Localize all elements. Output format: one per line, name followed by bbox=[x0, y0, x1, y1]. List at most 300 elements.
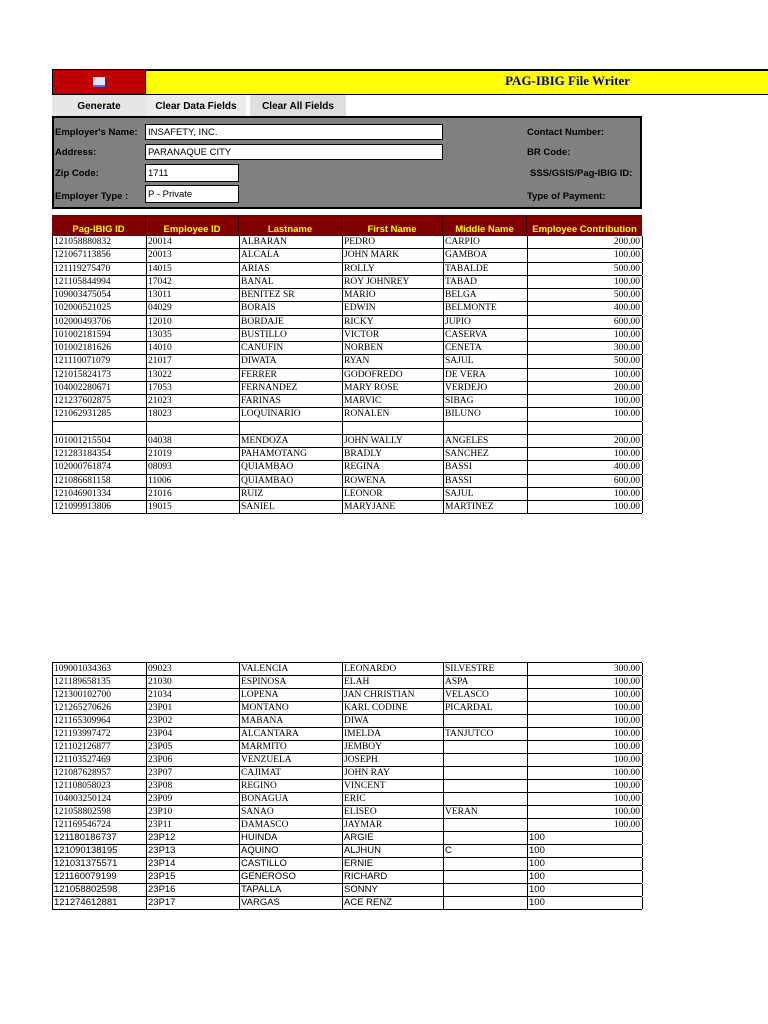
cell-first-name[interactable]: ALJHUN bbox=[343, 845, 444, 857]
cell-pagibig-id[interactable]: 121103527469 bbox=[53, 754, 147, 766]
cell-middle-name[interactable]: VERDEJO bbox=[444, 382, 528, 394]
cell-first-name[interactable]: ARGIE bbox=[343, 832, 444, 844]
cell-first-name[interactable]: MARVIC bbox=[343, 395, 444, 407]
cell-first-name[interactable]: REGINA bbox=[343, 461, 444, 473]
cell-pagibig-id[interactable]: 121160079199 bbox=[53, 871, 147, 883]
cell-pagibig-id[interactable]: 121090138195 bbox=[53, 845, 147, 857]
cell-middle-name[interactable]: VELASCO bbox=[444, 689, 528, 701]
table-row[interactable] bbox=[53, 845, 642, 858]
cell-contribution[interactable]: 200.00 bbox=[528, 435, 643, 447]
cell-contribution[interactable]: 100.00 bbox=[528, 249, 643, 261]
table-row[interactable] bbox=[53, 276, 642, 289]
cell-lastname[interactable]: LOQUINARIO bbox=[240, 408, 343, 420]
cell-contribution[interactable]: 100.00 bbox=[528, 767, 643, 779]
table-row[interactable] bbox=[53, 316, 642, 329]
table-row[interactable] bbox=[53, 422, 642, 435]
cell-lastname[interactable]: GENEROSO bbox=[240, 871, 343, 883]
cell-middle-name[interactable]: SANCHEZ bbox=[444, 448, 528, 460]
cell-middle-name[interactable]: JUPIO bbox=[444, 316, 528, 328]
cell-contribution[interactable]: 100.00 bbox=[528, 369, 643, 381]
cell-first-name[interactable]: ELISEO bbox=[343, 806, 444, 818]
cell-lastname[interactable]: MABANA bbox=[240, 715, 343, 727]
cell-lastname[interactable]: BUSTILLO bbox=[240, 329, 343, 341]
cell-middle-name[interactable]: SAJUL bbox=[444, 488, 528, 500]
cell-lastname[interactable]: ALCALA bbox=[240, 249, 343, 261]
table-row[interactable] bbox=[53, 263, 642, 276]
cell-pagibig-id[interactable]: 121058802598 bbox=[53, 884, 147, 896]
table-row[interactable] bbox=[53, 767, 642, 780]
cell-lastname[interactable]: BENITEZ SR bbox=[240, 289, 343, 301]
cell-employee-id[interactable]: 23P06 bbox=[147, 754, 240, 766]
cell-contribution[interactable]: 100.00 bbox=[528, 819, 643, 831]
cell-pagibig-id[interactable]: 102000493706 bbox=[53, 316, 147, 328]
table-row[interactable] bbox=[53, 435, 642, 448]
cell-pagibig-id[interactable]: 101001215504 bbox=[53, 435, 147, 447]
cell-contribution[interactable]: 100.00 bbox=[528, 793, 643, 805]
cell-lastname[interactable]: FERRER bbox=[240, 369, 343, 381]
cell-contribution[interactable]: 100.00 bbox=[528, 689, 643, 701]
cell-first-name[interactable]: PEDRO bbox=[343, 236, 444, 248]
cell-contribution[interactable] bbox=[528, 422, 643, 434]
cell-lastname[interactable]: ALCANTARA bbox=[240, 728, 343, 740]
cell-middle-name[interactable] bbox=[444, 858, 528, 870]
cell-employee-id[interactable]: 17042 bbox=[147, 276, 240, 288]
cell-employee-id[interactable]: 23P05 bbox=[147, 741, 240, 753]
cell-lastname[interactable]: ALBARAN bbox=[240, 236, 343, 248]
cell-middle-name[interactable]: BASSI bbox=[444, 475, 528, 487]
cell-middle-name[interactable] bbox=[444, 741, 528, 753]
cell-middle-name[interactable]: CENETA bbox=[444, 342, 528, 354]
table-row[interactable] bbox=[53, 369, 642, 382]
cell-middle-name[interactable] bbox=[444, 767, 528, 779]
cell-pagibig-id[interactable]: 101002181594 bbox=[53, 329, 147, 341]
table-row[interactable] bbox=[53, 793, 642, 806]
header-lastname: Lastname bbox=[239, 215, 342, 236]
type-of-payment-label: Type of Payment: bbox=[527, 191, 606, 202]
table-row[interactable] bbox=[53, 728, 642, 741]
cell-lastname[interactable]: BORAIS bbox=[240, 302, 343, 314]
cell-contribution[interactable]: 200.00 bbox=[528, 382, 643, 394]
cell-middle-name[interactable]: SIBAG bbox=[444, 395, 528, 407]
cell-employee-id[interactable] bbox=[147, 422, 240, 434]
cell-lastname[interactable]: MARMITO bbox=[240, 741, 343, 753]
cell-first-name[interactable]: VICTOR bbox=[343, 329, 444, 341]
table-row[interactable] bbox=[53, 715, 642, 728]
cell-employee-id[interactable]: 20014 bbox=[147, 236, 240, 248]
header-employee-id: Employee ID bbox=[146, 215, 239, 236]
cell-first-name[interactable]: ROWENA bbox=[343, 475, 444, 487]
cell-middle-name[interactable]: BILUNO bbox=[444, 408, 528, 420]
cell-lastname[interactable]: HUINDA bbox=[240, 832, 343, 844]
cell-contribution[interactable]: 100 bbox=[528, 871, 643, 883]
cell-employee-id[interactable]: 09023 bbox=[147, 663, 240, 675]
table-row[interactable] bbox=[53, 897, 642, 910]
address-label: Address: bbox=[55, 147, 97, 158]
cell-contribution[interactable]: 100.00 bbox=[528, 395, 643, 407]
cell-employee-id[interactable]: 23P02 bbox=[147, 715, 240, 727]
cell-first-name[interactable]: MARYJANE bbox=[343, 501, 444, 513]
cell-employee-id[interactable]: 23P13 bbox=[147, 845, 240, 857]
cell-lastname[interactable]: VARGAS bbox=[240, 897, 343, 909]
cell-employee-id[interactable]: 23P16 bbox=[147, 884, 240, 896]
cell-lastname[interactable]: CANUFIN bbox=[240, 342, 343, 354]
table-row[interactable] bbox=[53, 448, 642, 461]
cell-pagibig-id[interactable]: 121237602875 bbox=[53, 395, 147, 407]
cell-contribution[interactable]: 400.00 bbox=[528, 461, 643, 473]
cell-contribution[interactable]: 200.00 bbox=[528, 236, 643, 248]
header-middle-name: Middle Name bbox=[443, 215, 527, 236]
cell-contribution[interactable]: 300.00 bbox=[528, 342, 643, 354]
cell-contribution[interactable]: 400.00 bbox=[528, 302, 643, 314]
cell-first-name[interactable]: JAYMAR bbox=[343, 819, 444, 831]
cell-contribution[interactable]: 100.00 bbox=[528, 676, 643, 688]
cell-pagibig-id[interactable]: 109001034363 bbox=[53, 663, 147, 675]
cell-lastname[interactable]: SANIEL bbox=[240, 501, 343, 513]
cell-pagibig-id[interactable]: 121165309964 bbox=[53, 715, 147, 727]
cell-employee-id[interactable]: 13022 bbox=[147, 369, 240, 381]
cell-lastname[interactable]: BANAL bbox=[240, 276, 343, 288]
cell-middle-name[interactable]: TABALDE bbox=[444, 263, 528, 275]
cell-pagibig-id[interactable]: 121087628957 bbox=[53, 767, 147, 779]
cell-middle-name[interactable]: ASPA bbox=[444, 676, 528, 688]
cell-first-name[interactable]: JOHN MARK bbox=[343, 249, 444, 261]
cell-pagibig-id[interactable]: 121189658135 bbox=[53, 676, 147, 688]
header-first-name: First Name bbox=[342, 215, 443, 236]
table-row[interactable] bbox=[53, 302, 642, 315]
cell-employee-id[interactable]: 20013 bbox=[147, 249, 240, 261]
generate-button[interactable]: Generate bbox=[52, 95, 146, 117]
cell-pagibig-id[interactable]: 121062931285 bbox=[53, 408, 147, 420]
table-row[interactable] bbox=[53, 342, 642, 355]
cell-first-name[interactable] bbox=[343, 422, 444, 434]
address-field[interactable]: PARANAQUE CITY bbox=[145, 144, 443, 160]
table-body-bottom bbox=[52, 662, 642, 910]
cell-pagibig-id[interactable]: 121086681158 bbox=[53, 475, 147, 487]
table-row[interactable] bbox=[53, 289, 642, 302]
cell-middle-name[interactable] bbox=[444, 780, 528, 792]
cell-contribution[interactable]: 100.00 bbox=[528, 329, 643, 341]
table-row[interactable] bbox=[53, 689, 642, 702]
cell-employee-id[interactable]: 18023 bbox=[147, 408, 240, 420]
cell-employee-id[interactable]: 19015 bbox=[147, 501, 240, 513]
table-row[interactable] bbox=[53, 249, 642, 262]
cell-contribution[interactable]: 100 bbox=[528, 858, 643, 870]
table-body-top bbox=[52, 236, 642, 514]
table-row[interactable] bbox=[53, 832, 642, 845]
cell-middle-name[interactable]: SAJUL bbox=[444, 355, 528, 367]
table-row[interactable] bbox=[53, 236, 642, 249]
cell-first-name[interactable]: MARIO bbox=[343, 289, 444, 301]
cell-pagibig-id[interactable]: 121046901334 bbox=[53, 488, 147, 500]
logo-icon bbox=[93, 77, 105, 87]
cell-middle-name[interactable]: DE VERA bbox=[444, 369, 528, 381]
table-row[interactable] bbox=[53, 355, 642, 368]
cell-first-name[interactable]: ROLLY bbox=[343, 263, 444, 275]
cell-middle-name[interactable] bbox=[444, 715, 528, 727]
cell-contribution[interactable]: 100.00 bbox=[528, 728, 643, 740]
cell-contribution[interactable]: 100.00 bbox=[528, 754, 643, 766]
cell-pagibig-id[interactable]: 121102126877 bbox=[53, 741, 147, 753]
cell-contribution[interactable]: 100.00 bbox=[528, 715, 643, 727]
cell-lastname[interactable]: RUIZ bbox=[240, 488, 343, 500]
cell-middle-name[interactable]: C bbox=[444, 845, 528, 857]
cell-employee-id[interactable]: 11006 bbox=[147, 475, 240, 487]
cell-first-name[interactable]: NORBEN bbox=[343, 342, 444, 354]
table-row[interactable] bbox=[53, 702, 642, 715]
cell-lastname[interactable]: REGINO bbox=[240, 780, 343, 792]
cell-employee-id[interactable]: 21017 bbox=[147, 355, 240, 367]
br-code-label: BR Code: bbox=[527, 147, 571, 158]
cell-first-name[interactable]: JAN CHRISTIAN bbox=[343, 689, 444, 701]
clear-all-fields-button[interactable]: Clear All Fields bbox=[250, 95, 346, 117]
cell-contribution[interactable]: 100.00 bbox=[528, 448, 643, 460]
cell-first-name[interactable]: VINCENT bbox=[343, 780, 444, 792]
table-row[interactable] bbox=[53, 488, 642, 501]
cell-first-name[interactable]: MARY ROSE bbox=[343, 382, 444, 394]
cell-middle-name[interactable] bbox=[444, 897, 528, 909]
cell-middle-name[interactable] bbox=[444, 832, 528, 844]
cell-middle-name[interactable]: BELGA bbox=[444, 289, 528, 301]
cell-contribution[interactable]: 600.00 bbox=[528, 316, 643, 328]
employer-type-select[interactable]: P - Private bbox=[145, 185, 239, 203]
clear-data-fields-button[interactable]: Clear Data Fields bbox=[146, 95, 246, 117]
cell-employee-id[interactable]: 23P10 bbox=[147, 806, 240, 818]
cell-lastname[interactable]: ESPINOSA bbox=[240, 676, 343, 688]
cell-first-name[interactable]: GODOFREDO bbox=[343, 369, 444, 381]
cell-employee-id[interactable]: 23P15 bbox=[147, 871, 240, 883]
table-row[interactable] bbox=[53, 754, 642, 767]
cell-pagibig-id[interactable]: 121110071079 bbox=[53, 355, 147, 367]
cell-pagibig-id[interactable]: 121300102700 bbox=[53, 689, 147, 701]
cell-pagibig-id[interactable]: 121180186737 bbox=[53, 832, 147, 844]
cell-pagibig-id[interactable]: 121108058023 bbox=[53, 780, 147, 792]
table-row[interactable] bbox=[53, 676, 642, 689]
cell-pagibig-id[interactable]: 121169546724 bbox=[53, 819, 147, 831]
cell-employee-id[interactable]: 13035 bbox=[147, 329, 240, 341]
cell-lastname[interactable]: FARINAS bbox=[240, 395, 343, 407]
cell-employee-id[interactable]: 21019 bbox=[147, 448, 240, 460]
cell-employee-id[interactable]: 23P12 bbox=[147, 832, 240, 844]
cell-middle-name[interactable]: BELMONTE bbox=[444, 302, 528, 314]
table-row[interactable] bbox=[53, 501, 642, 514]
cell-first-name[interactable]: RICHARD bbox=[343, 871, 444, 883]
cell-contribution[interactable]: 100 bbox=[528, 897, 643, 909]
table-row[interactable] bbox=[53, 871, 642, 884]
cell-middle-name[interactable]: TABAD bbox=[444, 276, 528, 288]
cell-employee-id[interactable]: 23P08 bbox=[147, 780, 240, 792]
cell-pagibig-id[interactable]: 121193997472 bbox=[53, 728, 147, 740]
cell-first-name[interactable]: JOHN RAY bbox=[343, 767, 444, 779]
cell-pagibig-id[interactable]: 121031375571 bbox=[53, 858, 147, 870]
cell-first-name[interactable]: DIWA bbox=[343, 715, 444, 727]
cell-lastname[interactable]: VALENCIA bbox=[240, 663, 343, 675]
table-row[interactable] bbox=[53, 780, 642, 793]
cell-pagibig-id[interactable]: 121105844994 bbox=[53, 276, 147, 288]
logo-cell bbox=[52, 69, 146, 95]
cell-lastname[interactable]: DIWATA bbox=[240, 355, 343, 367]
cell-pagibig-id[interactable]: 121283184354 bbox=[53, 448, 147, 460]
cell-lastname[interactable]: CASTILLO bbox=[240, 858, 343, 870]
cell-contribution[interactable]: 100.00 bbox=[528, 488, 643, 500]
cell-employee-id[interactable]: 23P04 bbox=[147, 728, 240, 740]
cell-lastname[interactable]: DAMASCO bbox=[240, 819, 343, 831]
cell-middle-name[interactable]: SILVESTRE bbox=[444, 663, 528, 675]
employer-name-field[interactable]: INSAFETY, INC. bbox=[145, 124, 443, 140]
cell-lastname[interactable]: AQUINO bbox=[240, 845, 343, 857]
cell-lastname[interactable]: QUIAMBAO bbox=[240, 461, 343, 473]
cell-employee-id[interactable]: 14010 bbox=[147, 342, 240, 354]
cell-lastname[interactable]: SANAO bbox=[240, 806, 343, 818]
cell-lastname[interactable]: QUIAMBAO bbox=[240, 475, 343, 487]
cell-middle-name[interactable] bbox=[444, 884, 528, 896]
cell-first-name[interactable]: JOHN WALLY bbox=[343, 435, 444, 447]
table-row[interactable] bbox=[53, 395, 642, 408]
table-row[interactable] bbox=[53, 475, 642, 488]
sss-gsis-pagibig-id-label: SSS/GSIS/Pag-IBIG ID: bbox=[530, 168, 633, 179]
table-row[interactable] bbox=[53, 806, 642, 819]
cell-contribution[interactable]: 100 bbox=[528, 884, 643, 896]
cell-employee-id[interactable]: 23P09 bbox=[147, 793, 240, 805]
cell-lastname[interactable]: VENZUELA bbox=[240, 754, 343, 766]
cell-employee-id[interactable]: 23P11 bbox=[147, 819, 240, 831]
cell-middle-name[interactable]: VERAN bbox=[444, 806, 528, 818]
cell-pagibig-id[interactable]: 102000521025 bbox=[53, 302, 147, 314]
cell-first-name[interactable]: ACE RENZ bbox=[343, 897, 444, 909]
cell-employee-id[interactable]: 21030 bbox=[147, 676, 240, 688]
employer-type-label: Employer Type : bbox=[55, 191, 129, 202]
table-row[interactable] bbox=[53, 461, 642, 474]
cell-contribution[interactable]: 100.00 bbox=[528, 501, 643, 513]
cell-pagibig-id[interactable] bbox=[53, 422, 147, 434]
cell-first-name[interactable]: SONNY bbox=[343, 884, 444, 896]
table-row[interactable] bbox=[53, 382, 642, 395]
cell-first-name[interactable]: ERIC bbox=[343, 793, 444, 805]
cell-middle-name[interactable]: CARPIO bbox=[444, 236, 528, 248]
cell-pagibig-id[interactable]: 121274612881 bbox=[53, 897, 147, 909]
cell-employee-id[interactable]: 17053 bbox=[147, 382, 240, 394]
cell-middle-name[interactable] bbox=[444, 871, 528, 883]
cell-pagibig-id[interactable]: 121265270626 bbox=[53, 702, 147, 714]
cell-first-name[interactable]: KARL CODINE bbox=[343, 702, 444, 714]
cell-contribution[interactable]: 100 bbox=[528, 832, 643, 844]
cell-middle-name[interactable]: MARTINEZ bbox=[444, 501, 528, 513]
cell-first-name[interactable]: ELAH bbox=[343, 676, 444, 688]
cell-lastname[interactable] bbox=[240, 422, 343, 434]
cell-pagibig-id[interactable]: 121119275470 bbox=[53, 263, 147, 275]
table-row[interactable] bbox=[53, 819, 642, 832]
cell-middle-name[interactable]: PICARDAL bbox=[444, 702, 528, 714]
cell-employee-id[interactable]: 23P01 bbox=[147, 702, 240, 714]
cell-first-name[interactable]: JEMBOY bbox=[343, 741, 444, 753]
table-row[interactable] bbox=[53, 408, 642, 421]
cell-employee-id[interactable]: 21023 bbox=[147, 395, 240, 407]
cell-middle-name[interactable]: TANJUTCO bbox=[444, 728, 528, 740]
cell-lastname[interactable]: MONTANO bbox=[240, 702, 343, 714]
table-row[interactable] bbox=[53, 741, 642, 754]
cell-first-name[interactable]: LEONOR bbox=[343, 488, 444, 500]
cell-employee-id[interactable]: 04038 bbox=[147, 435, 240, 447]
cell-middle-name[interactable]: ANGELES bbox=[444, 435, 528, 447]
cell-first-name[interactable]: ROY JOHNREY bbox=[343, 276, 444, 288]
cell-first-name[interactable]: IMELDA bbox=[343, 728, 444, 740]
table-row[interactable] bbox=[53, 858, 642, 871]
cell-contribution[interactable]: 500.00 bbox=[528, 289, 643, 301]
cell-pagibig-id[interactable]: 121058880832 bbox=[53, 236, 147, 248]
cell-employee-id[interactable]: 23P07 bbox=[147, 767, 240, 779]
cell-lastname[interactable]: MENDOZA bbox=[240, 435, 343, 447]
cell-contribution[interactable]: 100.00 bbox=[528, 702, 643, 714]
cell-first-name[interactable]: RONALEN bbox=[343, 408, 444, 420]
table-row[interactable] bbox=[53, 884, 642, 897]
cell-lastname[interactable]: TAPALLA bbox=[240, 884, 343, 896]
zip-code-field[interactable]: 1711 bbox=[145, 164, 239, 182]
table-row[interactable] bbox=[53, 329, 642, 342]
cell-contribution[interactable]: 100.00 bbox=[528, 741, 643, 753]
cell-employee-id[interactable]: 21016 bbox=[147, 488, 240, 500]
cell-lastname[interactable]: CAJIMAT bbox=[240, 767, 343, 779]
cell-employee-id[interactable]: 13011 bbox=[147, 289, 240, 301]
cell-employee-id[interactable]: 12010 bbox=[147, 316, 240, 328]
cell-lastname[interactable]: BONAGUA bbox=[240, 793, 343, 805]
cell-contribution[interactable]: 100.00 bbox=[528, 806, 643, 818]
cell-contribution[interactable]: 500.00 bbox=[528, 263, 643, 275]
cell-employee-id[interactable]: 14015 bbox=[147, 263, 240, 275]
cell-pagibig-id[interactable]: 121067113856 bbox=[53, 249, 147, 261]
cell-first-name[interactable]: ERNIE bbox=[343, 858, 444, 870]
cell-first-name[interactable]: RICKY bbox=[343, 316, 444, 328]
cell-first-name[interactable]: LEONARDO bbox=[343, 663, 444, 675]
cell-pagibig-id[interactable]: 104003250124 bbox=[53, 793, 147, 805]
cell-employee-id[interactable]: 08093 bbox=[147, 461, 240, 473]
cell-contribution[interactable]: 500.00 bbox=[528, 355, 643, 367]
cell-employee-id[interactable]: 04029 bbox=[147, 302, 240, 314]
cell-lastname[interactable]: FERNANDEZ bbox=[240, 382, 343, 394]
cell-contribution[interactable]: 100.00 bbox=[528, 408, 643, 420]
cell-contribution[interactable]: 100.00 bbox=[528, 276, 643, 288]
cell-first-name[interactable]: BRADLY bbox=[343, 448, 444, 460]
cell-first-name[interactable]: EDWIN bbox=[343, 302, 444, 314]
cell-pagibig-id[interactable]: 121058802598 bbox=[53, 806, 147, 818]
cell-middle-name[interactable] bbox=[444, 754, 528, 766]
cell-first-name[interactable]: RYAN bbox=[343, 355, 444, 367]
cell-middle-name[interactable]: BASSI bbox=[444, 461, 528, 473]
cell-employee-id[interactable]: 23P17 bbox=[147, 897, 240, 909]
cell-pagibig-id[interactable]: 121015824173 bbox=[53, 369, 147, 381]
cell-middle-name[interactable]: GAMBOA bbox=[444, 249, 528, 261]
cell-contribution[interactable]: 600.00 bbox=[528, 475, 643, 487]
cell-pagibig-id[interactable]: 109003475054 bbox=[53, 289, 147, 301]
cell-employee-id[interactable]: 23P14 bbox=[147, 858, 240, 870]
cell-contribution[interactable]: 300.00 bbox=[528, 663, 643, 675]
cell-first-name[interactable]: JOSEPH bbox=[343, 754, 444, 766]
cell-middle-name[interactable] bbox=[444, 422, 528, 434]
cell-lastname[interactable]: ARIAS bbox=[240, 263, 343, 275]
cell-employee-id[interactable]: 21034 bbox=[147, 689, 240, 701]
cell-lastname[interactable]: LOPENA bbox=[240, 689, 343, 701]
cell-contribution[interactable]: 100.00 bbox=[528, 780, 643, 792]
cell-pagibig-id[interactable]: 101002181626 bbox=[53, 342, 147, 354]
cell-lastname[interactable]: PAHAMOTANG bbox=[240, 448, 343, 460]
cell-lastname[interactable]: BORDAJE bbox=[240, 316, 343, 328]
cell-pagibig-id[interactable]: 102000761874 bbox=[53, 461, 147, 473]
cell-middle-name[interactable]: CASERVA bbox=[444, 329, 528, 341]
cell-middle-name[interactable] bbox=[444, 819, 528, 831]
cell-pagibig-id[interactable]: 104002280671 bbox=[53, 382, 147, 394]
cell-middle-name[interactable] bbox=[444, 793, 528, 805]
cell-pagibig-id[interactable]: 121099913806 bbox=[53, 501, 147, 513]
cell-contribution[interactable]: 100 bbox=[528, 845, 643, 857]
table-row[interactable] bbox=[53, 663, 642, 676]
